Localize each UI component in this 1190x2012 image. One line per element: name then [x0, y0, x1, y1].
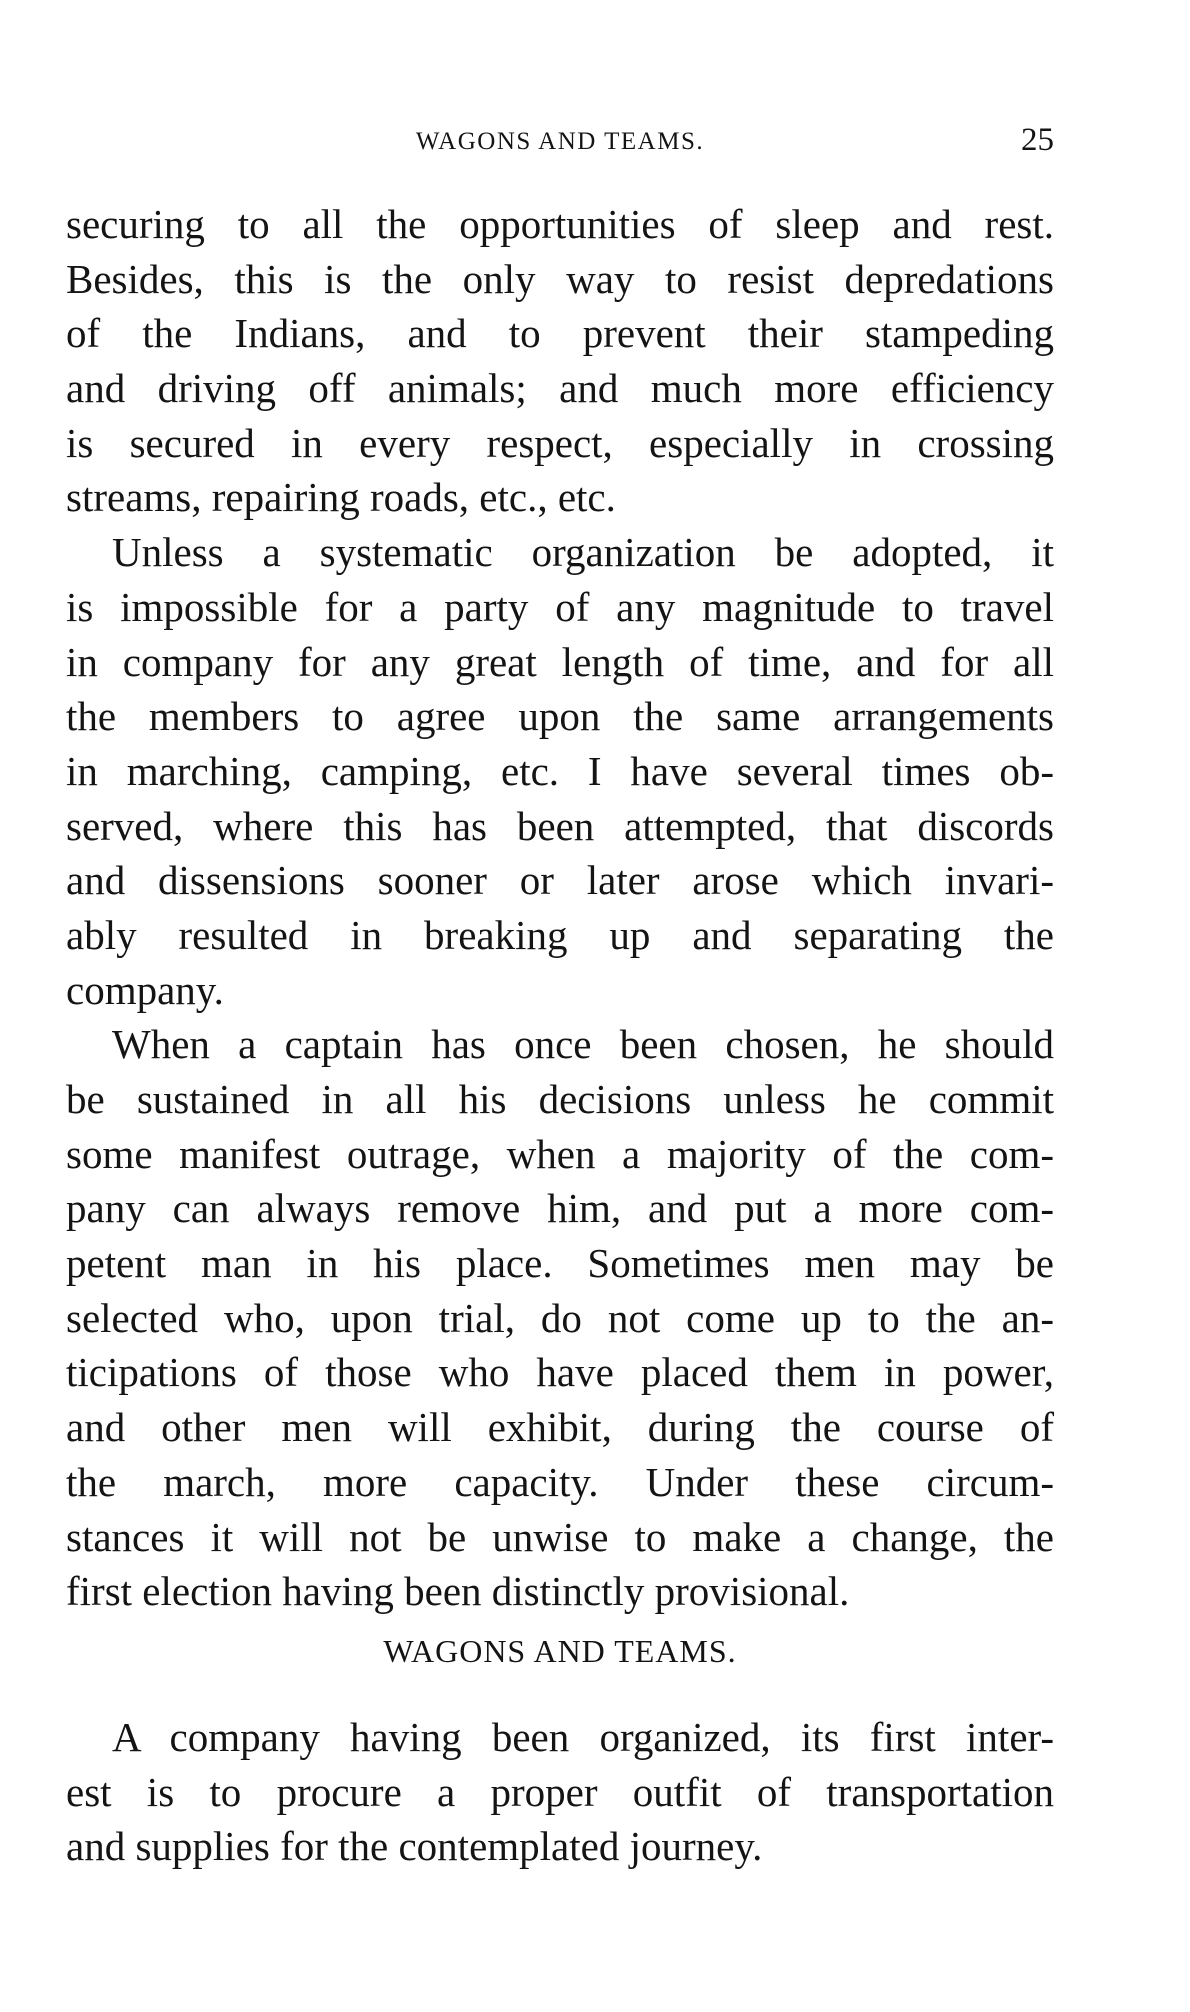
- text-line: and driving off animals; and much more efficiency: [66, 365, 1054, 412]
- text-line: and supplies for the contemplated journey.: [66, 1823, 763, 1870]
- text-line: and other men will exhibit, during the course of: [66, 1404, 1054, 1451]
- text-line: A company having been organized, its first inter-: [112, 1714, 1054, 1760]
- text-line: served, where this has been attempted, that discords: [66, 802, 1054, 849]
- text-line: in company for any great length of time, and for all: [66, 638, 1054, 685]
- text-line: company.: [66, 966, 224, 1013]
- section-body-text: [66, 1710, 1054, 1874]
- running-head-title: WAGONS AND TEAMS.: [415, 128, 705, 155]
- text-line: pany can always remove him, and put a more com-: [66, 1185, 1054, 1232]
- text-line: some manifest outrage, when a majority of the com-: [66, 1130, 1054, 1177]
- text-line: streams, repairing roads, etc., etc.: [66, 474, 616, 521]
- text-line: When a captain has once been chosen, he should: [112, 1021, 1054, 1068]
- body-text: [66, 197, 1054, 1619]
- page-number: 25: [1021, 122, 1054, 158]
- text-line: ably resulted in breaking up and separating the: [66, 911, 1054, 958]
- text-line: Unless a systematic organization be adopted, it: [112, 529, 1054, 576]
- text-line: petent man in his place. Sometimes men may be: [66, 1240, 1054, 1287]
- text-line: and dissensions sooner or later arose which invari-: [66, 857, 1054, 904]
- text-line: ticipations of those who have placed them in power,: [66, 1349, 1054, 1396]
- text-line: selected who, upon trial, do not come up to the an-: [66, 1294, 1054, 1341]
- text-line: is secured in every respect, especially in crossing: [66, 419, 1054, 466]
- text-line: stances it will not be unwise to make a change, the: [66, 1513, 1054, 1560]
- text-line: of the Indians, and to prevent their stampeding: [66, 310, 1054, 357]
- text-line: is impossible for a party of any magnitude to travel: [66, 583, 1054, 630]
- text-line: first election having been distinctly provisional.: [66, 1568, 850, 1615]
- text-line: securing to all the opportunities of sleep and rest.: [66, 201, 1054, 247]
- text-line: the members to agree upon the same arrangements: [66, 693, 1054, 740]
- text-line: Besides, this is the only way to resist depredations: [66, 255, 1054, 302]
- text-line: be sustained in all his decisions unless he commit: [66, 1076, 1054, 1122]
- section-heading: WAGONS AND TEAMS.: [383, 1633, 737, 1669]
- text-line: in marching, camping, etc. I have several times ob-: [66, 747, 1054, 794]
- text-line: the march, more capacity. Under these circum-: [66, 1458, 1054, 1505]
- text-line: est is to procure a proper outfit of transportation: [66, 1768, 1054, 1815]
- running-head: [66, 122, 1054, 162]
